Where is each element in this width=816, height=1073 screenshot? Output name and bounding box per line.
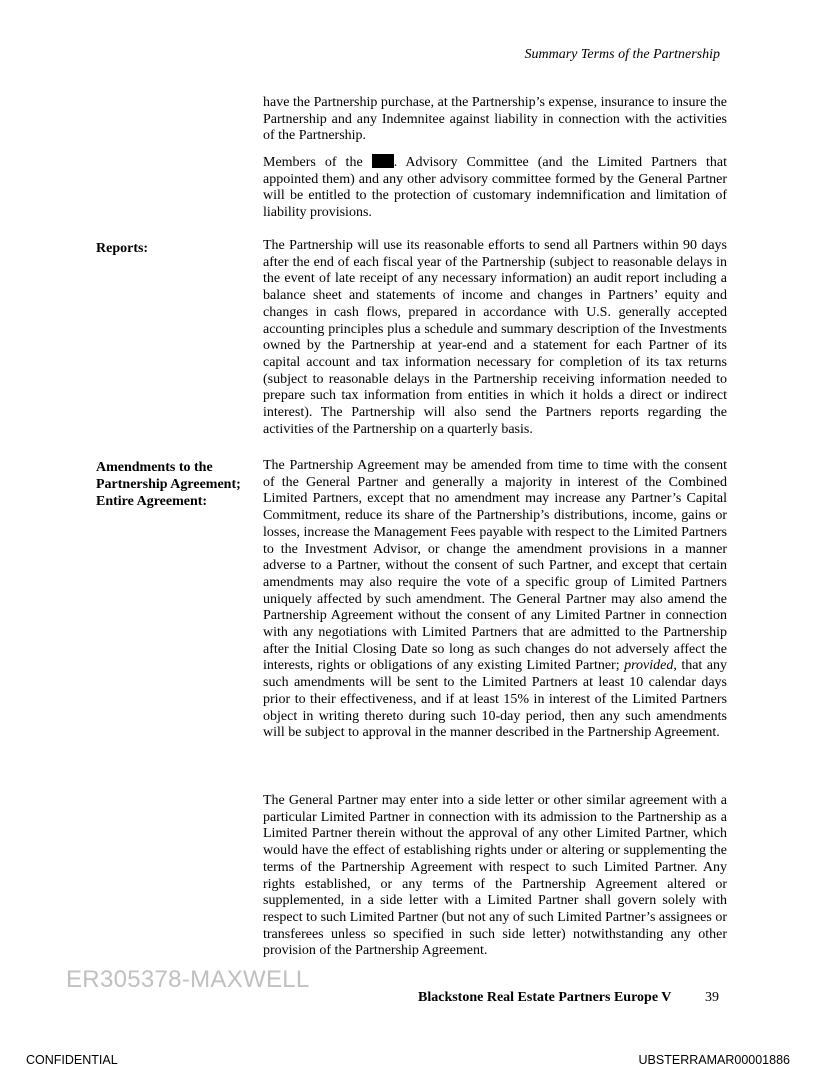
watermark-stamp: ER305378-MAXWELL (66, 966, 310, 993)
advisory-committee-text-start: Members of the (263, 155, 363, 170)
bates-number: UBSTERRAMAR00001886 (638, 1053, 790, 1067)
reports-label: Reports: (96, 241, 149, 256)
amendments-text-part1: The Partnership Agreement may be amended from time to time with the consent of the General Partner and generally a majority in interest of the Combined Limited Partners, except that no amendment may increase any Partner’s Capital Commitment, reduce its share of the Partnership’s distributions, income, gains or losses, increase the Management Fees payable with respect to the Limited Partners to the Investment Advisor, or change the amendment provisions in a manner adverse to a Partner, without the consent of such Partner, and except that certain amendments may also require the vote of a specific group of Limited Partners uniquely affected by such amendment. The General Partner may also amend the Partnership Agreement without the consent of any Limited Partner in connection with any negotiations with Limited Partners that are admitted to the Partnership after the Initial Closing Date so long as such changes do not adversely affect the interests, rights or obligations of any existing Limited Partner; (263, 458, 727, 674)
confidential-label: CONFIDENTIAL (26, 1053, 118, 1067)
page-number: 39 (705, 990, 719, 1005)
provided-italic: provided (624, 658, 674, 674)
amendments-label (96, 459, 256, 510)
running-header: Summary Terms of the Partnership (524, 47, 720, 62)
side-letter-paragraph: The General Partner may enter into a side letter or other similar agreement with a particular Limited Partner in connection with its admission to the Partnership as a Limited Partner therein without the approval of any other Limited Partner, which would have the effect of establishing rights under or altering or supplementing the terms of the Partnership Agreement with respect to such Limited Partner. Any rights established, or any terms of the Partnership Agreement altered or supplemented, in a side letter with a Limited Partner shall govern solely with respect to such Limited Partner (but not any of such Limited Partner’s assignees or transferees unless so specified in such side letter) notwithstanding any other provision of the Partnership Agreement. (263, 793, 727, 959)
amendments-label-line: Amendments to the (96, 460, 213, 475)
advisory-committee-text-end: . Advisory Committee (and the Limited Partners that appointed them) and any other advisory committee formed by the General Partner will be entitled to the protection of customary indemnification and limitation of liability provisions. (263, 155, 727, 221)
amendments-label-line: Entire Agreement: (96, 494, 208, 509)
advisory-committee-paragraph (263, 154, 727, 222)
reports-paragraph: The Partnership will use its reasonable efforts to send all Partners within 90 days after the end of each fiscal year of the Partnership (subject to reasonable delays in the event of late receipt of any necessary information) an audit report including a balance sheet and statements of income and changes in Partners’ equity and changes in cash flows, prepared in accordance with U.S. generally accepted accounting principles plus a schedule and summary description of the Investments owned by the Partnership at year-end and a statement for each Partner of its capital account and tax information necessary for completion of its tax returns (subject to reasonable delays in the Partnership receiving information needed to prepare such tax information from entities in which it holds a direct or indirect interest). The Partnership will also send the Partners reports regarding the activities of the Partnership on a quarterly basis. (263, 238, 727, 437)
amendments-paragraph (263, 458, 727, 742)
footer-fund-name: Blackstone Real Estate Partners Europe V (418, 990, 672, 1005)
amendments-text-part2: , that any such amendments will be sent to the Limited Partners at least 10 calendar days prior to their effectiveness, and if at least 15% in interest of the Limited Partners object in writing thereto during such 10-day period, then any such amendments will be subject to approval in the manner described in the Partnership Agreement. (263, 658, 728, 741)
redaction-box (372, 154, 394, 168)
indemnification-insurance-paragraph: have the Partnership purchase, at the Partnership’s expense, insurance to insure the Partnership and any Indemnitee against liability in connection with the activities of the Partnership. (263, 95, 727, 144)
amendments-label-line: Partnership Agreement; (96, 477, 241, 492)
